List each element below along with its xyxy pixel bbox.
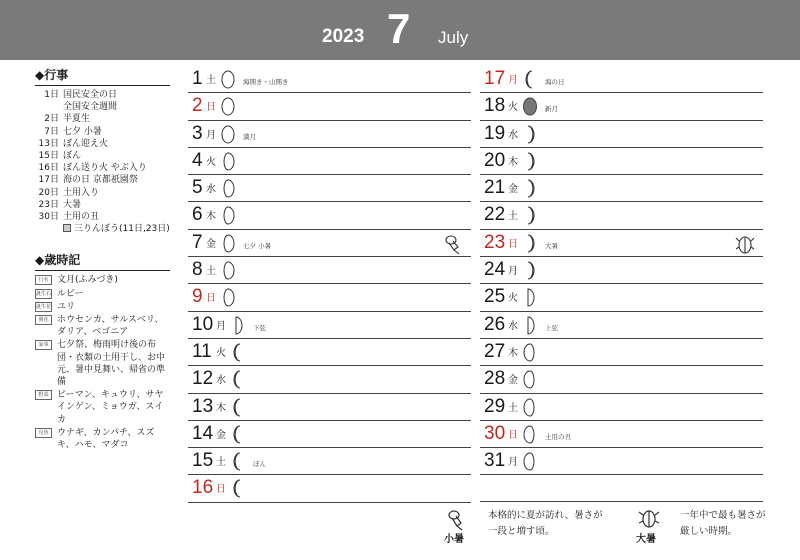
event-text: ぼん送り火 やぶ入り [63, 163, 147, 174]
day-number: 7 [192, 231, 203, 253]
day-number: 6 [192, 204, 203, 226]
moon-phase-icon [231, 316, 245, 335]
day-row [188, 93, 471, 120]
info-sidebar [35, 66, 170, 452]
taisho-label: 大暑 [636, 534, 656, 545]
day-of-week: 木 [508, 156, 518, 168]
day-number: 25 [484, 286, 506, 308]
sanrinbo-marker-icon [63, 224, 71, 232]
day-note: ぼん [253, 460, 266, 469]
seasonal-section [35, 251, 170, 451]
day-row [480, 148, 763, 175]
day-of-week: 火 [508, 293, 518, 305]
moon-phase-icon [523, 70, 537, 89]
event-row [35, 211, 170, 223]
moon-phase-icon [523, 316, 537, 335]
moon-phase-icon [221, 179, 235, 198]
day-row [188, 421, 471, 448]
event-text: 大暑 [63, 199, 82, 210]
day-of-week: 金 [508, 375, 518, 387]
event-row [35, 101, 170, 113]
moon-phase-icon [231, 343, 245, 362]
event-day: 30日 [38, 212, 59, 223]
event-row [35, 162, 170, 174]
day-number: 4 [192, 149, 203, 171]
moon-phase-icon [523, 179, 537, 198]
day-number: 14 [192, 422, 214, 444]
day-number: 19 [484, 122, 506, 144]
day-number: 2 [192, 95, 203, 117]
event-day [35, 101, 63, 113]
day-of-week: 土 [206, 75, 216, 86]
day-row [188, 175, 471, 202]
day-of-week: 金 [216, 429, 226, 441]
day-number: 18 [484, 95, 506, 117]
day-of-week: 水 [216, 375, 226, 387]
month-number: 7 [387, 5, 411, 52]
day-of-week: 金 [206, 238, 216, 250]
day-row [480, 312, 763, 339]
days-column-left [188, 66, 471, 503]
day-number: 15 [192, 450, 214, 472]
day-row [188, 339, 471, 366]
moon-phase-icon [221, 152, 235, 171]
day-row [188, 66, 471, 93]
day-note: 上弦 [545, 323, 558, 332]
day-of-week: 水 [508, 320, 518, 332]
seasonal-row [35, 427, 170, 451]
event-text: 土用の丑 [63, 212, 100, 223]
day-number: 3 [192, 122, 203, 144]
moon-phase-icon [523, 343, 537, 362]
seasonal-row [35, 274, 170, 286]
day-number: 16 [192, 477, 214, 499]
day-number: 26 [484, 313, 506, 335]
day-of-week: 木 [206, 211, 216, 223]
event-text: 七夕 小暑 [63, 126, 102, 137]
event-text: ぼん迎え火 [63, 138, 109, 149]
day-row [480, 394, 763, 421]
day-of-week: 月 [206, 129, 216, 141]
seasonal-tag: 誕生花 [36, 303, 52, 310]
day-of-week: 水 [206, 184, 216, 196]
events-title: ◆行事 [35, 66, 170, 86]
day-number: 23 [484, 231, 506, 253]
day-number: 1 [192, 68, 203, 89]
event-text: 海の日 京都祇園祭 [63, 175, 138, 186]
event-day: 20日 [38, 187, 59, 198]
moon-phase-icon [221, 125, 235, 144]
moon-phase-icon [221, 234, 235, 253]
seasonal-text: ルビー [57, 288, 84, 299]
day-row [480, 284, 763, 311]
day-of-week: 日 [206, 293, 216, 305]
moon-phase-icon [523, 425, 537, 444]
event-day: 2日 [44, 114, 59, 125]
day-of-week: 月 [508, 266, 518, 278]
events-list [35, 89, 170, 223]
day-number: 28 [484, 368, 506, 390]
moon-phase-icon [221, 261, 235, 280]
moon-phase-icon [523, 370, 537, 389]
moon-phase-icon [523, 452, 537, 471]
day-row [480, 339, 763, 366]
day-number: 12 [192, 368, 214, 390]
day-row [188, 148, 471, 175]
seasonal-text: ユリ [57, 301, 76, 312]
day-of-week: 土 [206, 266, 216, 278]
year-label: 2023 [322, 26, 365, 47]
day-row [188, 230, 471, 257]
day-row [480, 257, 763, 284]
day-of-week: 水 [508, 129, 518, 141]
seasonal-text: 文月(ふみづき) [57, 275, 118, 286]
event-day: 1日 [44, 90, 59, 100]
seasonal-row [35, 389, 170, 426]
day-of-week: 木 [508, 347, 518, 359]
moon-phase-icon [523, 234, 537, 253]
day-number: 29 [484, 395, 506, 417]
day-row [188, 475, 471, 502]
event-day: 13日 [38, 138, 59, 149]
day-note: 七夕 小暑 [243, 241, 272, 250]
taisho-description: 一年中で最も暑さが 厳しい時期。 [680, 510, 766, 537]
day-number: 31 [484, 450, 506, 472]
day-row [480, 121, 763, 148]
day-number: 21 [484, 177, 506, 199]
calendar-header [0, 0, 800, 60]
day-of-week: 火 [216, 347, 226, 359]
day-number: 10 [192, 313, 214, 335]
day-of-week: 金 [508, 184, 518, 196]
seasonal-text: 七夕祭、梅雨明け後の布団・衣類の土用干し、お中元、暑中見舞い、帰省の準備 [57, 340, 166, 388]
moon-phase-icon [221, 206, 235, 225]
moon-phase-icon [523, 261, 537, 280]
day-row [188, 284, 471, 311]
day-of-week: 火 [206, 156, 216, 168]
day-of-week: 土 [508, 211, 518, 223]
moon-phase-icon [523, 288, 537, 307]
day-row [188, 257, 471, 284]
month-english: July [438, 28, 469, 47]
day-of-week: 日 [508, 429, 518, 441]
day-row [480, 230, 763, 257]
event-text: 土用入り [63, 187, 100, 198]
day-row [480, 366, 763, 393]
day-row [188, 202, 471, 229]
seasonal-row [35, 301, 170, 313]
day-row [480, 202, 763, 229]
day-note: 海の日 [545, 78, 565, 86]
day-note: 土用の丑 [545, 432, 571, 441]
seasonal-text: ウナギ、カンパチ、スズキ、ハモ、マダコ [57, 427, 155, 451]
moon-phase-icon [523, 398, 537, 417]
day-row [480, 66, 763, 93]
seasonal-tag: 誕生石 [36, 290, 52, 297]
moon-phase-icon [231, 370, 245, 389]
moon-phase-icon [221, 97, 235, 116]
day-of-week: 土 [508, 402, 518, 414]
event-text: 全国安全週間 [63, 102, 118, 113]
day-number: 11 [192, 340, 212, 362]
day-number: 27 [484, 340, 506, 362]
event-day: 23日 [38, 199, 59, 210]
day-note: 海開き・山開き [243, 78, 289, 86]
moon-phase-icon [523, 152, 537, 171]
event-row [35, 187, 170, 199]
event-text: 半夏生 [63, 114, 91, 125]
day-row [188, 312, 471, 339]
event-row [35, 138, 170, 150]
event-row [35, 113, 170, 125]
day-number: 13 [192, 395, 214, 417]
event-row [35, 126, 170, 138]
day-of-week: 火 [508, 102, 518, 114]
moon-phase-icon [523, 97, 537, 116]
taisho-icon [735, 233, 755, 255]
blank-row [480, 475, 763, 502]
shosho-label: 小暑 [444, 534, 464, 545]
day-number: 5 [192, 177, 203, 199]
seasonal-text: ピーマン、キュウリ、サヤインゲン、ミョウガ、スイカ [57, 390, 164, 425]
day-note: 大暑 [545, 241, 558, 250]
days-column-right [480, 66, 763, 502]
moon-phase-icon [523, 125, 537, 144]
event-text: ぼん [63, 151, 82, 162]
day-of-week: 日 [508, 238, 518, 250]
seasonal-tag: 開花 [35, 315, 52, 325]
seasonal-tag: 旬魚 [35, 428, 52, 438]
seasonal-row [35, 314, 170, 338]
day-of-week: 月 [508, 457, 518, 469]
day-number: 30 [484, 422, 506, 444]
day-row [188, 366, 471, 393]
day-number: 24 [484, 259, 506, 281]
seasonal-text: ホウセンカ、サルスベリ、ダリア、ベゴニア [57, 315, 164, 338]
event-day: 7日 [44, 126, 59, 137]
seasonal-tag: 家事 [35, 340, 52, 350]
moon-phase-icon [231, 479, 245, 498]
day-number: 17 [484, 68, 506, 89]
moon-phase-icon [231, 398, 245, 417]
day-number: 20 [484, 149, 506, 171]
moon-phase-icon [231, 425, 245, 444]
day-row [480, 448, 763, 475]
day-of-week: 日 [216, 484, 226, 496]
event-text: 国民安全の日 [63, 90, 118, 100]
day-row [480, 421, 763, 448]
seasonal-title: ◆歳時記 [35, 251, 170, 271]
day-note: 満月 [243, 132, 256, 141]
day-of-week: 木 [216, 402, 226, 414]
event-day: 15日 [38, 151, 59, 162]
event-row [35, 174, 170, 186]
seasonal-tag: 行名 [35, 275, 52, 285]
event-day: 16日 [38, 163, 59, 174]
day-of-week: 月 [508, 75, 518, 86]
moon-phase-icon [231, 452, 245, 471]
day-number: 9 [192, 286, 203, 308]
day-row [188, 448, 471, 475]
seasonal-row [35, 288, 170, 300]
moon-phase-icon [221, 288, 235, 307]
day-row [188, 394, 471, 421]
event-row [35, 150, 170, 162]
day-of-week: 日 [206, 102, 216, 114]
event-day: 17日 [38, 175, 59, 186]
day-number: 22 [484, 204, 506, 226]
day-of-week: 月 [216, 320, 226, 332]
moon-phase-icon [221, 70, 235, 89]
day-number: 8 [192, 259, 203, 281]
sanrinbo-row [35, 223, 170, 235]
day-row [188, 121, 471, 148]
day-note: 下弦 [253, 323, 266, 332]
shosho-icon [443, 233, 463, 255]
day-note: 新月 [545, 105, 558, 114]
seasonal-list [35, 274, 170, 451]
event-row [35, 199, 170, 211]
moon-phase-icon [523, 206, 537, 225]
event-row [35, 89, 170, 101]
day-of-week: 土 [216, 457, 226, 469]
day-row [480, 93, 763, 120]
seasonal-row [35, 339, 170, 388]
seasonal-tag: 野菜 [35, 390, 52, 400]
sanrinbo-text: 三りんぼう(11日,23日) [74, 224, 170, 235]
shosho-description: 本格的に夏が訪れ、暑さが 一段と増す頃。 [488, 510, 603, 537]
day-row [480, 175, 763, 202]
